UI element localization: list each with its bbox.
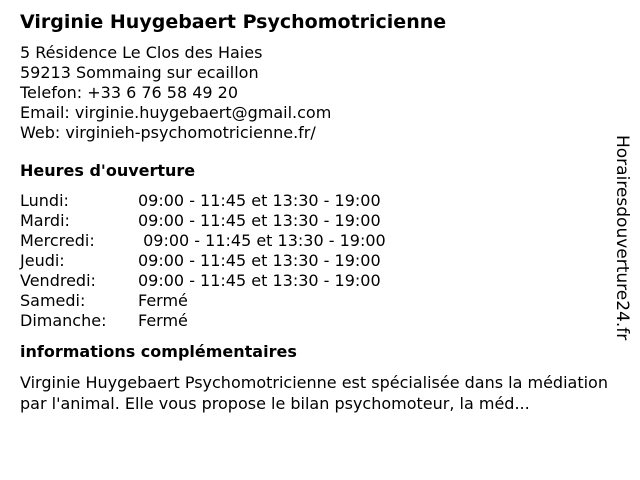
hours-row xyxy=(20,211,386,231)
day-label: Mardi: xyxy=(20,211,70,230)
day-label: Dimanche: xyxy=(20,311,107,330)
info-heading: informations complémentaires xyxy=(20,342,297,361)
hours-table xyxy=(20,191,386,331)
hours-row xyxy=(20,251,386,271)
hours-row xyxy=(20,191,386,211)
day-label: Mercredi: xyxy=(20,231,95,250)
day-hours: 09:00 - 11:45 et 13:30 - 19:00 xyxy=(138,211,381,230)
day-label: Lundi: xyxy=(20,191,69,210)
day-hours: 09:00 - 11:45 et 13:30 - 19:00 xyxy=(138,251,381,270)
site-watermark-text: Horairesdouverture24.fr xyxy=(612,135,632,341)
hours-heading: Heures d'ouverture xyxy=(20,161,196,180)
day-hours: 09:00 - 11:45 et 13:30 - 19:00 xyxy=(138,191,381,210)
day-hours: Fermé xyxy=(138,311,188,330)
business-card xyxy=(20,10,610,414)
address-line-1: 5 Résidence Le Clos des Haies xyxy=(20,43,263,62)
business-name: Virginie Huygebaert Psychomotricienne xyxy=(20,11,447,33)
hours-row xyxy=(20,291,386,311)
day-hours: Fermé xyxy=(138,291,188,310)
address-line-2: 59213 Sommaing sur ecaillon xyxy=(20,63,259,82)
web-line: Web: virginieh-psychomotricienne.fr/ xyxy=(20,123,316,142)
email-line: Email: virginie.huygebaert@gmail.com xyxy=(20,103,332,122)
day-hours: 09:00 - 11:45 et 13:30 - 19:00 xyxy=(138,231,386,250)
hours-row xyxy=(20,311,386,331)
day-hours: 09:00 - 11:45 et 13:30 - 19:00 xyxy=(138,271,381,290)
day-label: Jeudi: xyxy=(20,251,65,270)
info-description: Virginie Huygebaert Psychomotricienne est spécialisée dans la médiation par l'animal. Elle vous propose le bilan psychomoteur, la méd... xyxy=(20,373,608,413)
day-label: Samedi: xyxy=(20,291,86,310)
hours-row xyxy=(20,231,386,251)
site-watermark xyxy=(610,135,634,345)
phone-line: Telefon: +33 6 76 58 49 20 xyxy=(20,83,239,102)
day-label: Vendredi: xyxy=(20,271,96,290)
hours-row xyxy=(20,271,386,291)
